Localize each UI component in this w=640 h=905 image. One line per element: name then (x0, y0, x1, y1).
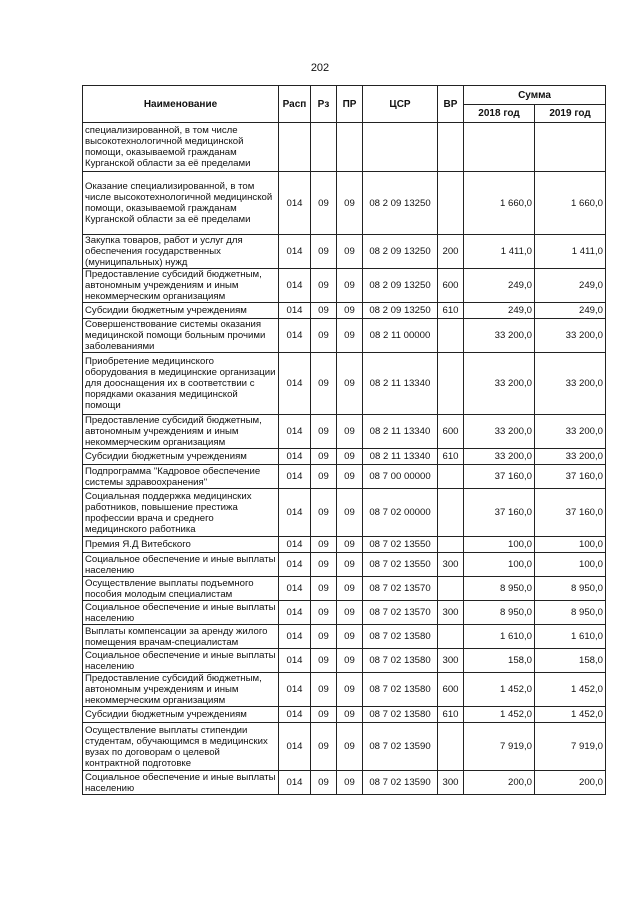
header-rz: Рз (311, 86, 337, 123)
cell-rasp: 014 (279, 353, 311, 415)
budget-table (82, 85, 606, 795)
cell-vr (438, 625, 464, 649)
cell-rasp: 014 (279, 577, 311, 601)
cell-rz: 09 (311, 489, 337, 537)
cell-vr: 300 (438, 553, 464, 577)
cell-vr (438, 723, 464, 771)
cell-vr: 200 (438, 235, 464, 269)
cell-y2018: 33 200,0 (464, 319, 535, 353)
cell-name: Социальное обеспечение и иные выплаты населению (83, 553, 279, 577)
cell-pr: 09 (337, 553, 363, 577)
table-row (83, 553, 606, 577)
cell-rz: 09 (311, 319, 337, 353)
cell-name: Предоставление субсидий бюджетным, автономным учреждениям и иным некоммерческим организациям (83, 673, 279, 707)
header-name: Наименование (83, 86, 279, 123)
cell-vr (438, 465, 464, 489)
cell-csr: 08 7 02 13580 (363, 707, 438, 723)
cell-y2019: 158,0 (535, 649, 606, 673)
cell-pr: 09 (337, 537, 363, 553)
cell-vr (438, 123, 464, 172)
cell-y2019: 1 452,0 (535, 673, 606, 707)
cell-csr: 08 2 09 13250 (363, 235, 438, 269)
cell-y2019 (535, 123, 606, 172)
cell-y2019: 1 660,0 (535, 172, 606, 235)
cell-name: Выплаты компенсации за аренду жилого помещения врачам-специалистам (83, 625, 279, 649)
cell-vr (438, 319, 464, 353)
cell-rasp: 014 (279, 489, 311, 537)
cell-y2018: 100,0 (464, 553, 535, 577)
cell-vr: 610 (438, 707, 464, 723)
cell-rasp: 014 (279, 553, 311, 577)
table-row (83, 449, 606, 465)
cell-y2018: 100,0 (464, 537, 535, 553)
cell-y2018: 37 160,0 (464, 465, 535, 489)
cell-csr: 08 2 09 13250 (363, 172, 438, 235)
header-sum: Сумма (464, 86, 606, 105)
cell-y2019: 249,0 (535, 269, 606, 303)
cell-name: Социальное обеспечение и иные выплаты населению (83, 771, 279, 795)
cell-pr: 09 (337, 649, 363, 673)
table-row (83, 577, 606, 601)
cell-y2018: 33 200,0 (464, 353, 535, 415)
cell-vr (438, 353, 464, 415)
cell-y2019: 249,0 (535, 303, 606, 319)
cell-vr (438, 537, 464, 553)
cell-y2019: 7 919,0 (535, 723, 606, 771)
cell-name: специализированной, в том числе высокотехнологичной медицинской помощи, оказываемой гражданам Курганской области за её пределами (83, 123, 279, 172)
cell-pr: 09 (337, 601, 363, 625)
page-number: 202 (310, 62, 330, 74)
cell-csr (363, 123, 438, 172)
cell-rasp: 014 (279, 465, 311, 489)
cell-y2018: 200,0 (464, 771, 535, 795)
table-row (83, 235, 606, 269)
cell-csr: 08 7 02 13590 (363, 723, 438, 771)
cell-pr: 09 (337, 449, 363, 465)
cell-vr: 300 (438, 601, 464, 625)
table-row (83, 601, 606, 625)
cell-pr: 09 (337, 172, 363, 235)
cell-csr: 08 2 11 13340 (363, 353, 438, 415)
cell-rasp: 014 (279, 319, 311, 353)
cell-y2019: 37 160,0 (535, 465, 606, 489)
cell-rasp: 014 (279, 707, 311, 723)
cell-rz: 09 (311, 172, 337, 235)
cell-vr: 300 (438, 649, 464, 673)
cell-y2019: 1 411,0 (535, 235, 606, 269)
table-row (83, 707, 606, 723)
cell-rasp: 014 (279, 673, 311, 707)
cell-rz: 09 (311, 601, 337, 625)
cell-csr: 08 7 02 00000 (363, 489, 438, 537)
cell-y2018: 8 950,0 (464, 577, 535, 601)
cell-rasp (279, 123, 311, 172)
cell-csr: 08 7 02 13590 (363, 771, 438, 795)
cell-name: Совершенствование системы оказания медицинской помощи больным прочими заболеваниями (83, 319, 279, 353)
cell-y2019: 200,0 (535, 771, 606, 795)
cell-rz: 09 (311, 577, 337, 601)
cell-vr: 600 (438, 269, 464, 303)
cell-rz: 09 (311, 353, 337, 415)
table-row (83, 123, 606, 172)
cell-csr: 08 7 02 13570 (363, 577, 438, 601)
cell-rz: 09 (311, 537, 337, 553)
header-2019: 2019 год (535, 105, 606, 123)
cell-rasp: 014 (279, 649, 311, 673)
cell-name: Премия Я.Д Витебского (83, 537, 279, 553)
cell-rz: 09 (311, 649, 337, 673)
cell-vr (438, 577, 464, 601)
cell-pr: 09 (337, 465, 363, 489)
cell-csr: 08 7 02 13550 (363, 553, 438, 577)
header-pr: ПР (337, 86, 363, 123)
cell-rz: 09 (311, 553, 337, 577)
cell-vr (438, 172, 464, 235)
table-row (83, 465, 606, 489)
table-row (83, 723, 606, 771)
cell-y2018: 37 160,0 (464, 489, 535, 537)
cell-csr: 08 2 11 00000 (363, 319, 438, 353)
cell-y2018: 1 411,0 (464, 235, 535, 269)
cell-rasp: 014 (279, 601, 311, 625)
cell-csr: 08 7 02 13570 (363, 601, 438, 625)
cell-name: Приобретение медицинского оборудования в медицинские организации для дооснащения их в соответствии с порядками оказания медицинской помощи (83, 353, 279, 415)
table-row (83, 172, 606, 235)
cell-csr: 08 7 02 13550 (363, 537, 438, 553)
cell-rz: 09 (311, 673, 337, 707)
cell-csr: 08 7 02 13580 (363, 673, 438, 707)
cell-y2019: 1 610,0 (535, 625, 606, 649)
cell-y2019: 33 200,0 (535, 449, 606, 465)
cell-rasp: 014 (279, 172, 311, 235)
table-row (83, 673, 606, 707)
cell-y2019: 33 200,0 (535, 353, 606, 415)
cell-name: Подпрограмма "Кадровое обеспечение системы здравоохранения" (83, 465, 279, 489)
cell-name: Оказание специализированной, в том числе высокотехнологичной медицинской помощи, оказываемой гражданам Курганской области за её пределами (83, 172, 279, 235)
cell-pr: 09 (337, 303, 363, 319)
cell-name: Предоставление субсидий бюджетным, автономным учреждениям и иным некоммерческим организациям (83, 415, 279, 449)
cell-rz (311, 123, 337, 172)
cell-y2019: 37 160,0 (535, 489, 606, 537)
cell-name: Предоставление субсидий бюджетным, автономным учреждениям и иным некоммерческим организациям (83, 269, 279, 303)
cell-name: Закупка товаров, работ и услуг для обеспечения государственных (муниципальных) нужд (83, 235, 279, 269)
table-row (83, 649, 606, 673)
cell-name: Осуществление выплаты стипендии студентам, обучающимся в медицинских вузах по договорам о целевой контрактной подготовке (83, 723, 279, 771)
cell-pr: 09 (337, 707, 363, 723)
cell-y2018: 8 950,0 (464, 601, 535, 625)
cell-vr: 600 (438, 673, 464, 707)
cell-rz: 09 (311, 771, 337, 795)
cell-y2018 (464, 123, 535, 172)
header-2018: 2018 год (464, 105, 535, 123)
cell-name: Социальная поддержка медицинских работников, повышение престижа профессии врача и среднего медицинского работника (83, 489, 279, 537)
cell-y2018: 249,0 (464, 303, 535, 319)
cell-name: Субсидии бюджетным учреждениям (83, 449, 279, 465)
cell-csr: 08 2 09 13250 (363, 303, 438, 319)
cell-rasp: 014 (279, 415, 311, 449)
cell-name: Социальное обеспечение и иные выплаты населению (83, 649, 279, 673)
cell-rasp: 014 (279, 771, 311, 795)
cell-y2018: 33 200,0 (464, 415, 535, 449)
cell-y2019: 100,0 (535, 537, 606, 553)
table-row (83, 415, 606, 449)
table-row (83, 489, 606, 537)
cell-rasp: 014 (279, 269, 311, 303)
cell-y2019: 8 950,0 (535, 601, 606, 625)
cell-rz: 09 (311, 269, 337, 303)
cell-csr: 08 2 11 13340 (363, 415, 438, 449)
cell-vr: 300 (438, 771, 464, 795)
cell-pr: 09 (337, 353, 363, 415)
cell-y2019: 1 452,0 (535, 707, 606, 723)
cell-y2019: 33 200,0 (535, 415, 606, 449)
cell-vr: 610 (438, 303, 464, 319)
cell-csr: 08 7 02 13580 (363, 649, 438, 673)
cell-rasp: 014 (279, 723, 311, 771)
cell-csr: 08 2 09 13250 (363, 269, 438, 303)
table-body (83, 123, 606, 795)
cell-rz: 09 (311, 465, 337, 489)
cell-pr: 09 (337, 235, 363, 269)
table-row (83, 269, 606, 303)
cell-rasp: 014 (279, 537, 311, 553)
cell-y2019: 8 950,0 (535, 577, 606, 601)
cell-y2018: 1 452,0 (464, 673, 535, 707)
cell-rz: 09 (311, 723, 337, 771)
table-row (83, 537, 606, 553)
cell-pr: 09 (337, 489, 363, 537)
table-row (83, 319, 606, 353)
cell-rasp: 014 (279, 303, 311, 319)
cell-rasp: 014 (279, 235, 311, 269)
cell-rz: 09 (311, 707, 337, 723)
header-csr: ЦСР (363, 86, 438, 123)
cell-pr: 09 (337, 319, 363, 353)
cell-y2018: 1 452,0 (464, 707, 535, 723)
cell-rz: 09 (311, 625, 337, 649)
cell-name: Осуществление выплаты подъемного пособия молодым специалистам (83, 577, 279, 601)
cell-pr (337, 123, 363, 172)
cell-rasp: 014 (279, 625, 311, 649)
cell-vr: 600 (438, 415, 464, 449)
header-rasp: Расп (279, 86, 311, 123)
cell-name: Субсидии бюджетным учреждениям (83, 303, 279, 319)
cell-pr: 09 (337, 577, 363, 601)
cell-name: Субсидии бюджетным учреждениям (83, 707, 279, 723)
cell-y2018: 1 610,0 (464, 625, 535, 649)
cell-pr: 09 (337, 771, 363, 795)
cell-pr: 09 (337, 673, 363, 707)
cell-rz: 09 (311, 449, 337, 465)
cell-y2018: 249,0 (464, 269, 535, 303)
table-row (83, 771, 606, 795)
cell-y2018: 1 660,0 (464, 172, 535, 235)
table-row (83, 303, 606, 319)
cell-csr: 08 7 00 00000 (363, 465, 438, 489)
cell-y2019: 100,0 (535, 553, 606, 577)
cell-rasp: 014 (279, 449, 311, 465)
cell-y2019: 33 200,0 (535, 319, 606, 353)
table-row (83, 353, 606, 415)
cell-y2018: 7 919,0 (464, 723, 535, 771)
table-row (83, 625, 606, 649)
cell-pr: 09 (337, 269, 363, 303)
cell-vr: 610 (438, 449, 464, 465)
cell-vr (438, 489, 464, 537)
cell-csr: 08 2 11 13340 (363, 449, 438, 465)
cell-pr: 09 (337, 723, 363, 771)
cell-rz: 09 (311, 415, 337, 449)
cell-name: Социальное обеспечение и иные выплаты населению (83, 601, 279, 625)
cell-pr: 09 (337, 625, 363, 649)
header-vr: ВР (438, 86, 464, 123)
cell-rz: 09 (311, 303, 337, 319)
cell-y2018: 158,0 (464, 649, 535, 673)
cell-pr: 09 (337, 415, 363, 449)
cell-csr: 08 7 02 13580 (363, 625, 438, 649)
cell-y2018: 33 200,0 (464, 449, 535, 465)
cell-rz: 09 (311, 235, 337, 269)
